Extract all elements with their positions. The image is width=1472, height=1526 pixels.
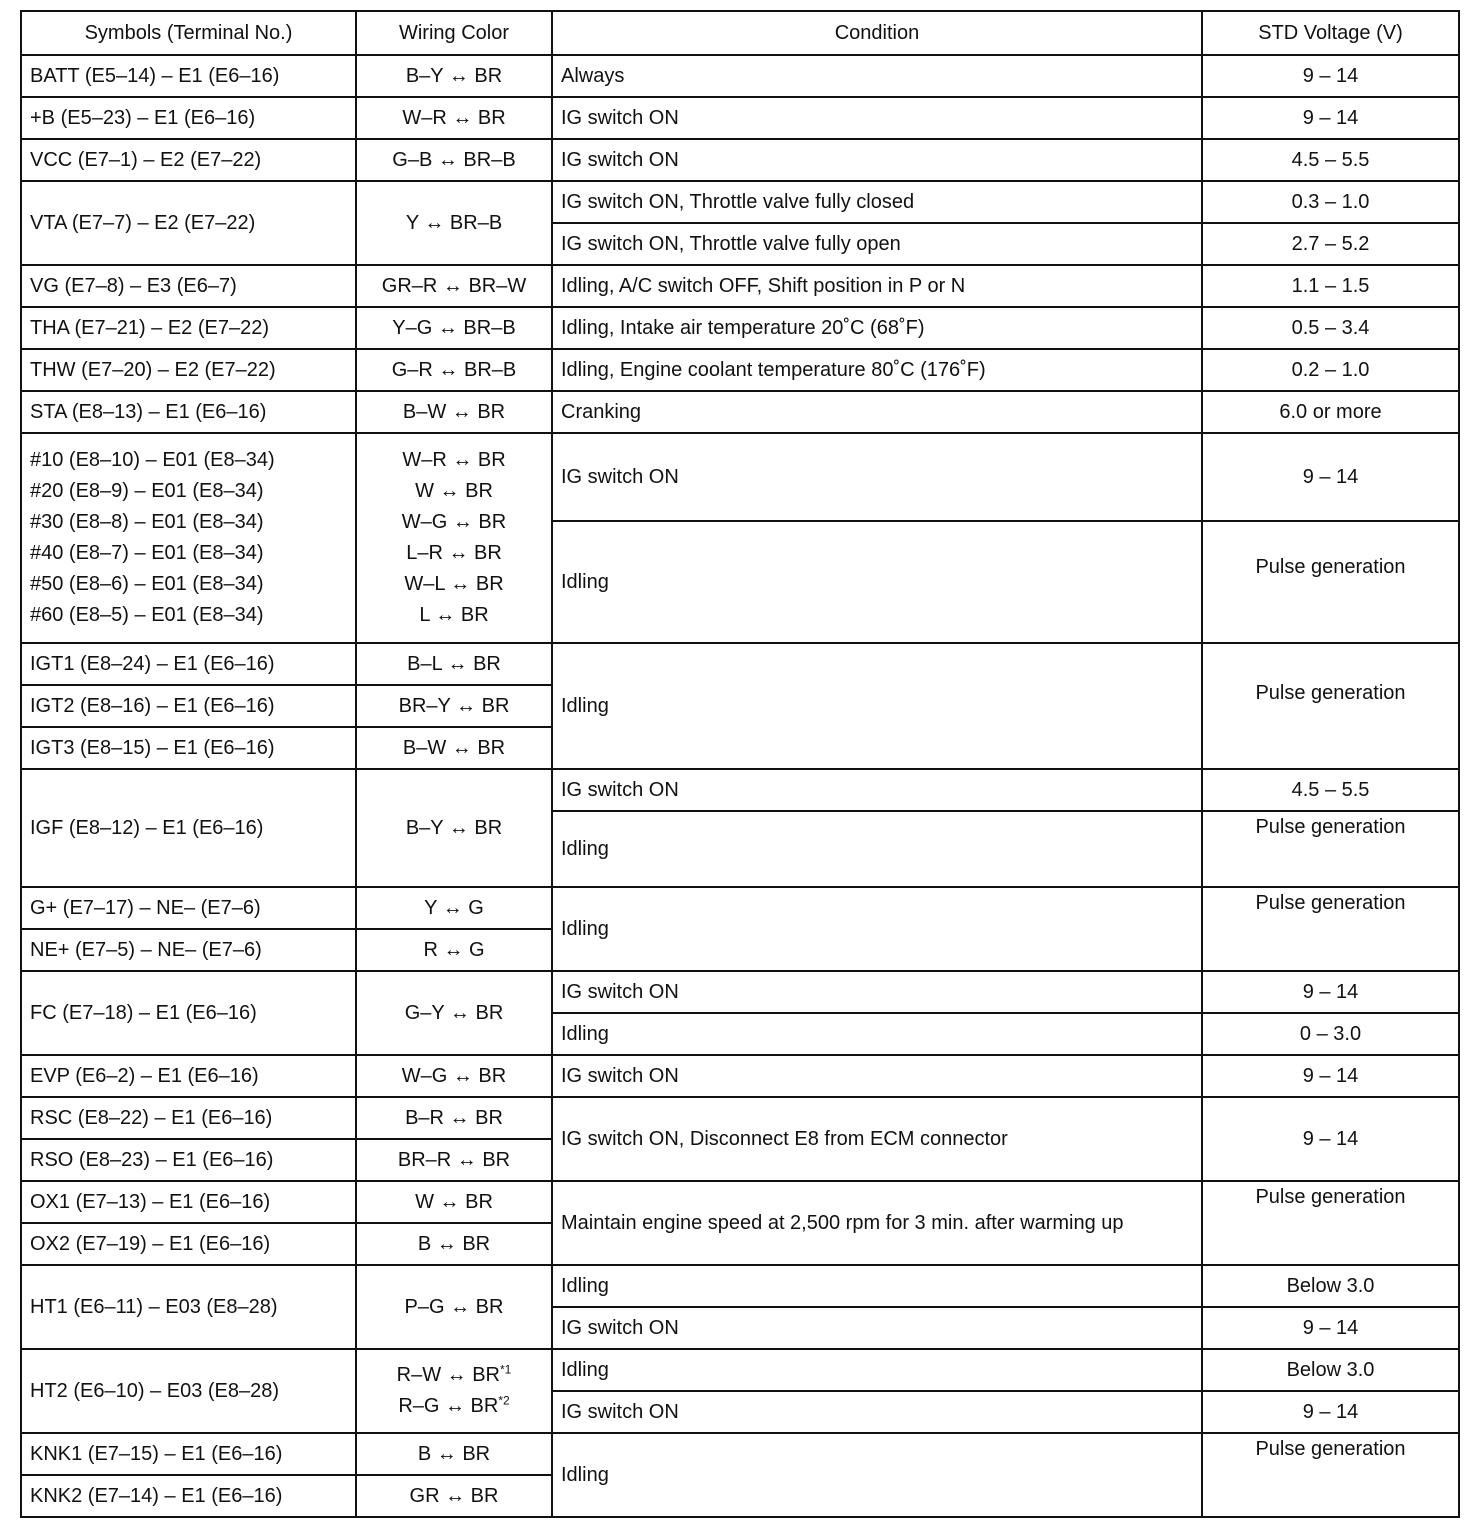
wiring-cell: W–G ↔ BR <box>356 1055 552 1097</box>
wiring-cell: B–Y ↔ BR <box>356 769 552 887</box>
wiring-cell <box>356 1349 552 1433</box>
symbol-cell: IGT2 (E8–16) – E1 (E6–16) <box>21 685 356 727</box>
voltage-cell: 9 – 14 <box>1202 433 1459 521</box>
voltage-cell: 0.5 – 3.4 <box>1202 307 1459 349</box>
condition-cell: Always <box>552 55 1202 97</box>
voltage-cell: Pulse generation <box>1202 1181 1459 1265</box>
table-row <box>21 1265 1459 1307</box>
injector-symbol: #10 (E8–10) – E01 (E8–34) <box>30 449 275 471</box>
table-row <box>21 1097 1459 1139</box>
injector-wire: W–L ↔ BR <box>404 573 504 595</box>
table-row <box>21 391 1459 433</box>
symbol-cell: HT2 (E6–10) – E03 (E8–28) <box>21 1349 356 1433</box>
injector-wire: W–R ↔ BR <box>402 449 506 471</box>
injector-symbol: #50 (E8–6) – E01 (E8–34) <box>30 573 264 595</box>
wire-variant-text: R–G ↔ BR <box>398 1395 499 1417</box>
table-row <box>21 433 1459 521</box>
voltage-cell: 1.1 – 1.5 <box>1202 265 1459 307</box>
injector-wire: L ↔ BR <box>419 604 489 626</box>
condition-cell: IG switch ON <box>552 1391 1202 1433</box>
symbol-cell: NE+ (E7–5) – NE– (E7–6) <box>21 929 356 971</box>
wiring-cell: B–W ↔ BR <box>356 391 552 433</box>
injector-symbol: #40 (E8–7) – E01 (E8–34) <box>30 542 264 564</box>
condition-cell: IG switch ON <box>552 1055 1202 1097</box>
condition-cell: IG switch ON <box>552 1307 1202 1349</box>
symbol-cell: THA (E7–21) – E2 (E7–22) <box>21 307 356 349</box>
injector-wire: W ↔ BR <box>415 480 493 502</box>
condition-cell: IG switch ON, Throttle valve fully closed <box>552 181 1202 223</box>
header-symbols: Symbols (Terminal No.) <box>21 11 356 55</box>
wiring-cell: B–Y ↔ BR <box>356 55 552 97</box>
symbol-cell: HT1 (E6–11) – E03 (E8–28) <box>21 1265 356 1349</box>
wiring-cell: BR–R ↔ BR <box>356 1139 552 1181</box>
symbol-cell: VTA (E7–7) – E2 (E7–22) <box>21 181 356 265</box>
wiring-cell: Y ↔ BR–B <box>356 181 552 265</box>
wire-variant <box>365 1391 543 1422</box>
table-row <box>21 1055 1459 1097</box>
table-row <box>21 1433 1459 1475</box>
wiring-cell: W ↔ BR <box>356 1181 552 1223</box>
voltage-cell: Pulse generation <box>1202 643 1459 769</box>
terminal-voltage-table <box>20 10 1460 1518</box>
voltage-cell: Pulse generation <box>1202 887 1459 971</box>
voltage-cell: 6.0 or more <box>1202 391 1459 433</box>
condition-cell: IG switch ON <box>552 971 1202 1013</box>
table-row <box>21 1349 1459 1391</box>
footnote-marker: *2 <box>498 1393 510 1408</box>
injector-wire: W–G ↔ BR <box>401 511 507 533</box>
voltage-cell: 4.5 – 5.5 <box>1202 139 1459 181</box>
symbol-cell: THW (E7–20) – E2 (E7–22) <box>21 349 356 391</box>
voltage-cell: 0.3 – 1.0 <box>1202 181 1459 223</box>
condition-cell: Idling, Engine coolant temperature 80˚C (176˚F) <box>552 349 1202 391</box>
table-row <box>21 307 1459 349</box>
wiring-cell: B–L ↔ BR <box>356 643 552 685</box>
symbol-cell: FC (E7–18) – E1 (E6–16) <box>21 971 356 1055</box>
injector-symbols-cell <box>21 433 356 643</box>
table-row <box>21 139 1459 181</box>
condition-cell: Idling <box>552 1013 1202 1055</box>
wiring-cell: G–R ↔ BR–B <box>356 349 552 391</box>
wiring-cell: BR–Y ↔ BR <box>356 685 552 727</box>
header-wiring-color: Wiring Color <box>356 11 552 55</box>
condition-cell: Idling <box>552 1349 1202 1391</box>
wiring-cell: Y–G ↔ BR–B <box>356 307 552 349</box>
symbol-cell: VCC (E7–1) – E2 (E7–22) <box>21 139 356 181</box>
injector-symbol: #30 (E8–8) – E01 (E8–34) <box>30 511 264 533</box>
condition-cell: Cranking <box>552 391 1202 433</box>
symbol-cell: VG (E7–8) – E3 (E6–7) <box>21 265 356 307</box>
condition-cell: Maintain engine speed at 2,500 rpm for 3 min. after warming up <box>552 1181 1202 1265</box>
wiring-cell: G–B ↔ BR–B <box>356 139 552 181</box>
wiring-cell: B ↔ BR <box>356 1223 552 1265</box>
condition-cell: Idling, A/C switch OFF, Shift position in P or N <box>552 265 1202 307</box>
wiring-cell: B–W ↔ BR <box>356 727 552 769</box>
symbol-cell: KNK1 (E7–15) – E1 (E6–16) <box>21 1433 356 1475</box>
condition-cell: IG switch ON <box>552 769 1202 811</box>
voltage-cell: Below 3.0 <box>1202 1265 1459 1307</box>
wiring-cell: GR–R ↔ BR–W <box>356 265 552 307</box>
condition-cell: Idling <box>552 1433 1202 1517</box>
wiring-cell: GR ↔ BR <box>356 1475 552 1517</box>
table-row <box>21 769 1459 811</box>
voltage-cell: 9 – 14 <box>1202 55 1459 97</box>
table-row <box>21 643 1459 685</box>
symbol-cell: RSO (E8–23) – E1 (E6–16) <box>21 1139 356 1181</box>
wiring-cell: P–G ↔ BR <box>356 1265 552 1349</box>
voltage-cell: 9 – 14 <box>1202 1097 1459 1181</box>
wiring-cell: W–R ↔ BR <box>356 97 552 139</box>
table-row <box>21 265 1459 307</box>
voltage-cell: 0 – 3.0 <box>1202 1013 1459 1055</box>
condition-cell: IG switch ON, Throttle valve fully open <box>552 223 1202 265</box>
injector-symbol: #20 (E8–9) – E01 (E8–34) <box>30 480 264 502</box>
symbol-cell: G+ (E7–17) – NE– (E7–6) <box>21 887 356 929</box>
condition-cell: Idling <box>552 811 1202 887</box>
symbol-cell: KNK2 (E7–14) – E1 (E6–16) <box>21 1475 356 1517</box>
voltage-cell: 0.2 – 1.0 <box>1202 349 1459 391</box>
wire-variant-text: R–W ↔ BR <box>396 1364 500 1386</box>
footnote-marker: *1 <box>500 1362 512 1377</box>
symbol-cell: OX2 (E7–19) – E1 (E6–16) <box>21 1223 356 1265</box>
table-row <box>21 971 1459 1013</box>
condition-cell: IG switch ON <box>552 433 1202 521</box>
voltage-cell: Pulse generation <box>1202 1433 1459 1517</box>
condition-cell: Idling <box>552 643 1202 769</box>
symbol-cell: IGF (E8–12) – E1 (E6–16) <box>21 769 356 887</box>
header-std-voltage: STD Voltage (V) <box>1202 11 1459 55</box>
wiring-cell: G–Y ↔ BR <box>356 971 552 1055</box>
table-row <box>21 97 1459 139</box>
voltage-cell: 9 – 14 <box>1202 1391 1459 1433</box>
condition-cell: Idling, Intake air temperature 20˚C (68˚F) <box>552 307 1202 349</box>
condition-cell: IG switch ON <box>552 139 1202 181</box>
symbol-cell: IGT1 (E8–24) – E1 (E6–16) <box>21 643 356 685</box>
voltage-cell: Pulse generation <box>1202 811 1459 887</box>
wiring-cell: R ↔ G <box>356 929 552 971</box>
wiring-cell: B–R ↔ BR <box>356 1097 552 1139</box>
voltage-cell: 9 – 14 <box>1202 97 1459 139</box>
voltage-cell: 2.7 – 5.2 <box>1202 223 1459 265</box>
condition-cell: IG switch ON <box>552 97 1202 139</box>
table-row <box>21 887 1459 929</box>
voltage-cell: 9 – 14 <box>1202 971 1459 1013</box>
injector-wire: L–R ↔ BR <box>406 542 502 564</box>
symbol-cell: +B (E5–23) – E1 (E6–16) <box>21 97 356 139</box>
table-row <box>21 181 1459 223</box>
condition-cell: Idling <box>552 887 1202 971</box>
wiring-cell: Y ↔ G <box>356 887 552 929</box>
symbol-cell: IGT3 (E8–15) – E1 (E6–16) <box>21 727 356 769</box>
injector-wiring-cell <box>356 433 552 643</box>
injector-symbol: #60 (E8–5) – E01 (E8–34) <box>30 604 264 626</box>
condition-cell: Idling <box>552 521 1202 643</box>
header-row <box>21 11 1459 55</box>
voltage-cell: Pulse generation <box>1202 521 1459 643</box>
condition-cell: Idling <box>552 1265 1202 1307</box>
table-row <box>21 349 1459 391</box>
wire-variant <box>365 1360 543 1391</box>
table-row <box>21 1181 1459 1223</box>
voltage-cell: 9 – 14 <box>1202 1307 1459 1349</box>
voltage-cell: Below 3.0 <box>1202 1349 1459 1391</box>
symbol-cell: BATT (E5–14) – E1 (E6–16) <box>21 55 356 97</box>
header-condition: Condition <box>552 11 1202 55</box>
voltage-cell: 9 – 14 <box>1202 1055 1459 1097</box>
condition-cell: IG switch ON, Disconnect E8 from ECM connector <box>552 1097 1202 1181</box>
symbol-cell: OX1 (E7–13) – E1 (E6–16) <box>21 1181 356 1223</box>
table-row <box>21 55 1459 97</box>
voltage-cell: 4.5 – 5.5 <box>1202 769 1459 811</box>
symbol-cell: EVP (E6–2) – E1 (E6–16) <box>21 1055 356 1097</box>
symbol-cell: RSC (E8–22) – E1 (E6–16) <box>21 1097 356 1139</box>
wiring-cell: B ↔ BR <box>356 1433 552 1475</box>
symbol-cell: STA (E8–13) – E1 (E6–16) <box>21 391 356 433</box>
